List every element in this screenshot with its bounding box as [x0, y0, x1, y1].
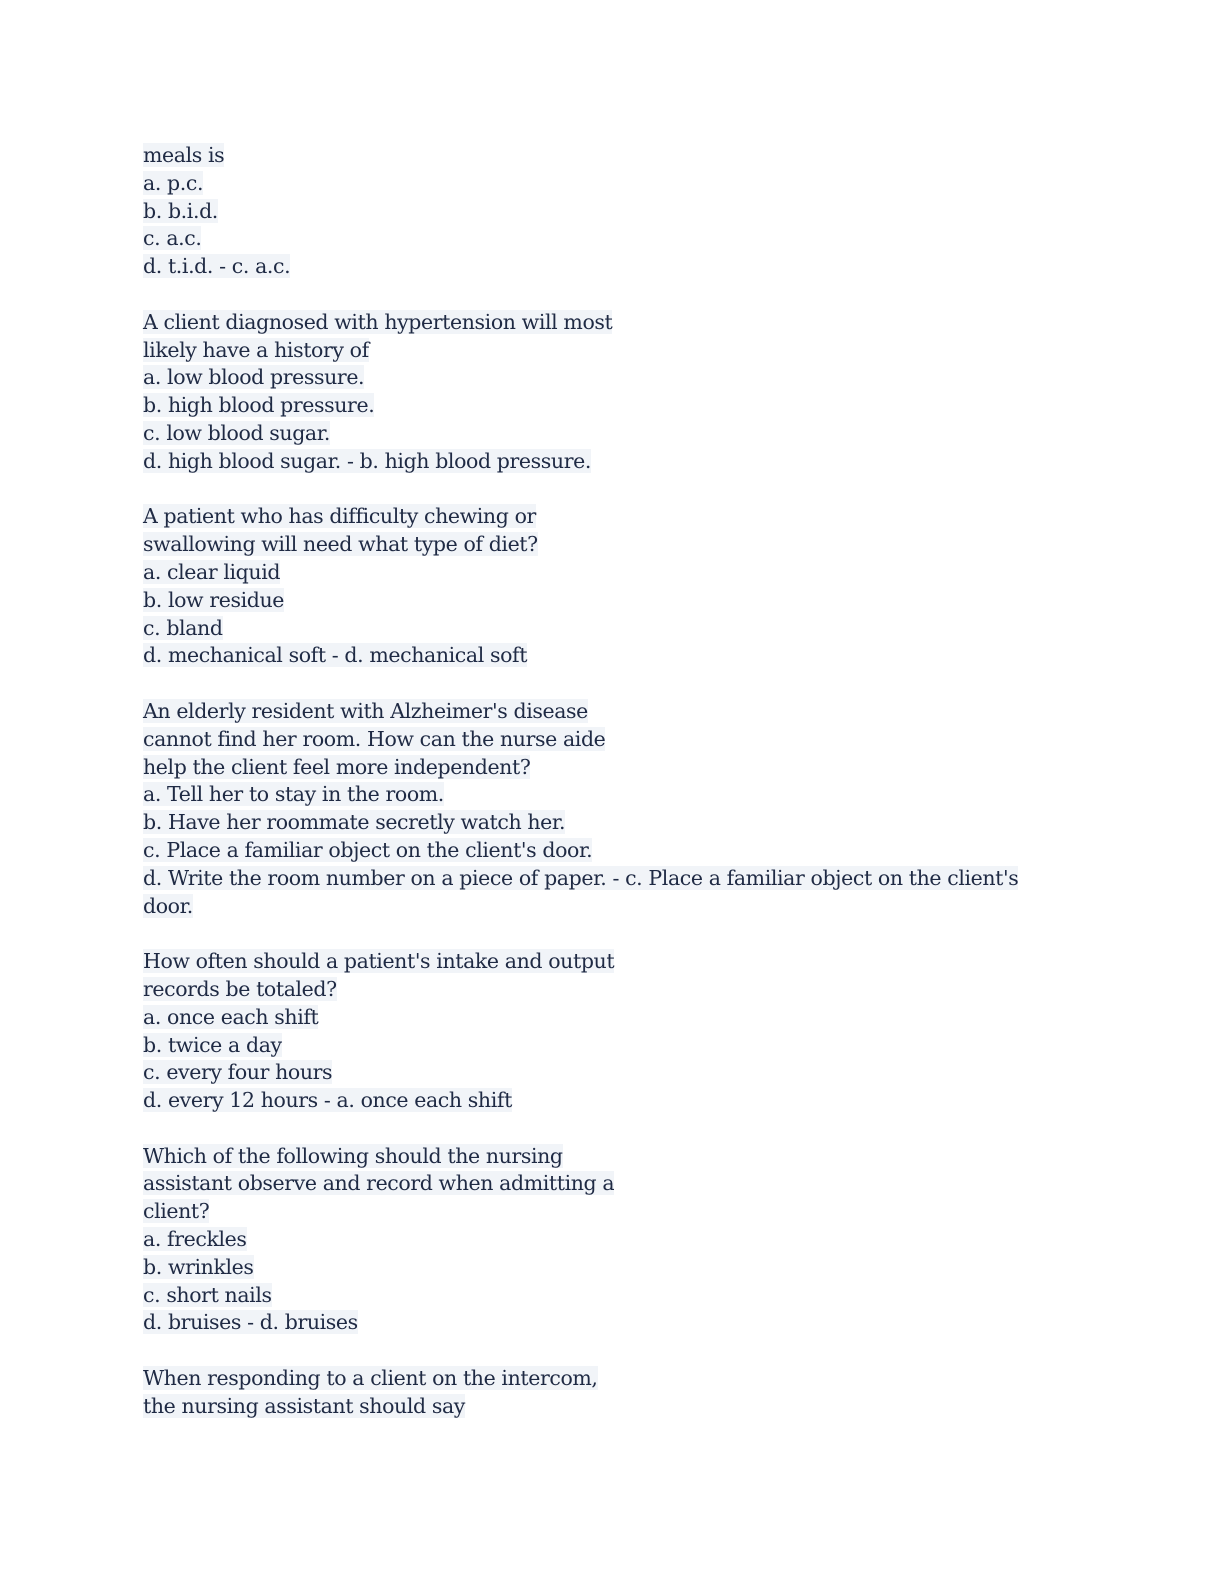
question-text: swallowing will need what type of diet?	[143, 532, 538, 557]
question-text: the nursing assistant should say	[143, 1393, 465, 1418]
question-block	[143, 1143, 1043, 1338]
answer-option: b. low residue	[143, 587, 284, 612]
question-block	[143, 309, 1043, 476]
answer-option-with-key: d. Write the room number on a piece of paper. - c. Place a familiar object on the client's	[143, 865, 1019, 890]
question-text: client?	[143, 1199, 210, 1224]
question-text: records be totaled?	[143, 976, 337, 1001]
answer-option: c. a.c.	[143, 226, 202, 251]
question-block	[143, 698, 1043, 920]
answer-option: a. p.c.	[143, 170, 204, 195]
question-text: assistant observe and record when admitting a	[143, 1171, 615, 1196]
page-content	[143, 142, 1043, 1448]
answer-option-with-key: d. t.i.d. - c. a.c.	[143, 254, 291, 279]
answer-option: a. freckles	[143, 1227, 247, 1252]
answer-option: a. low blood pressure.	[143, 365, 365, 390]
question-block	[143, 1365, 1043, 1421]
text-line: meals is	[143, 143, 225, 167]
answer-option: c. every four hours	[143, 1060, 333, 1085]
answer-option: b. high blood pressure.	[143, 393, 375, 418]
answer-option: c. bland	[143, 615, 223, 640]
question-text: likely have a history of	[143, 337, 369, 362]
answer-option: b. twice a day	[143, 1032, 282, 1057]
answer-option: a. clear liquid	[143, 559, 281, 584]
question-text: Which of the following should the nursing	[143, 1143, 563, 1168]
answer-option: c. short nails	[143, 1282, 272, 1307]
question-block	[143, 142, 1043, 281]
question-text: When responding to a client on the intercom,	[143, 1366, 598, 1391]
answer-option: a. once each shift	[143, 1004, 319, 1029]
answer-key-continuation: door.	[143, 893, 193, 918]
answer-option: c. low blood sugar.	[143, 420, 331, 445]
question-text: A patient who has difficulty chewing or	[143, 504, 536, 529]
answer-option-with-key: d. bruises - d. bruises	[143, 1310, 358, 1335]
question-text: An elderly resident with Alzheimer's disease	[143, 698, 588, 723]
question-block	[143, 503, 1043, 670]
answer-option: b. Have her roommate secretly watch her.	[143, 810, 566, 835]
question-text: A client diagnosed with hypertension will most	[143, 309, 613, 334]
question-text: cannot find her room. How can the nurse aide	[143, 726, 606, 751]
question-text: help the client feel more independent?	[143, 754, 531, 779]
answer-option: a. Tell her to stay in the room.	[143, 782, 444, 807]
answer-option: c. Place a familiar object on the client's door.	[143, 837, 593, 862]
question-block	[143, 948, 1043, 1115]
answer-option-with-key: d. every 12 hours - a. once each shift	[143, 1088, 512, 1113]
question-text: How often should a patient's intake and output	[143, 949, 615, 974]
answer-option: b. wrinkles	[143, 1254, 254, 1279]
answer-option: b. b.i.d.	[143, 198, 218, 223]
answer-option-with-key: d. high blood sugar. - b. high blood pressure.	[143, 448, 591, 473]
answer-option-with-key: d. mechanical soft - d. mechanical soft	[143, 643, 528, 668]
